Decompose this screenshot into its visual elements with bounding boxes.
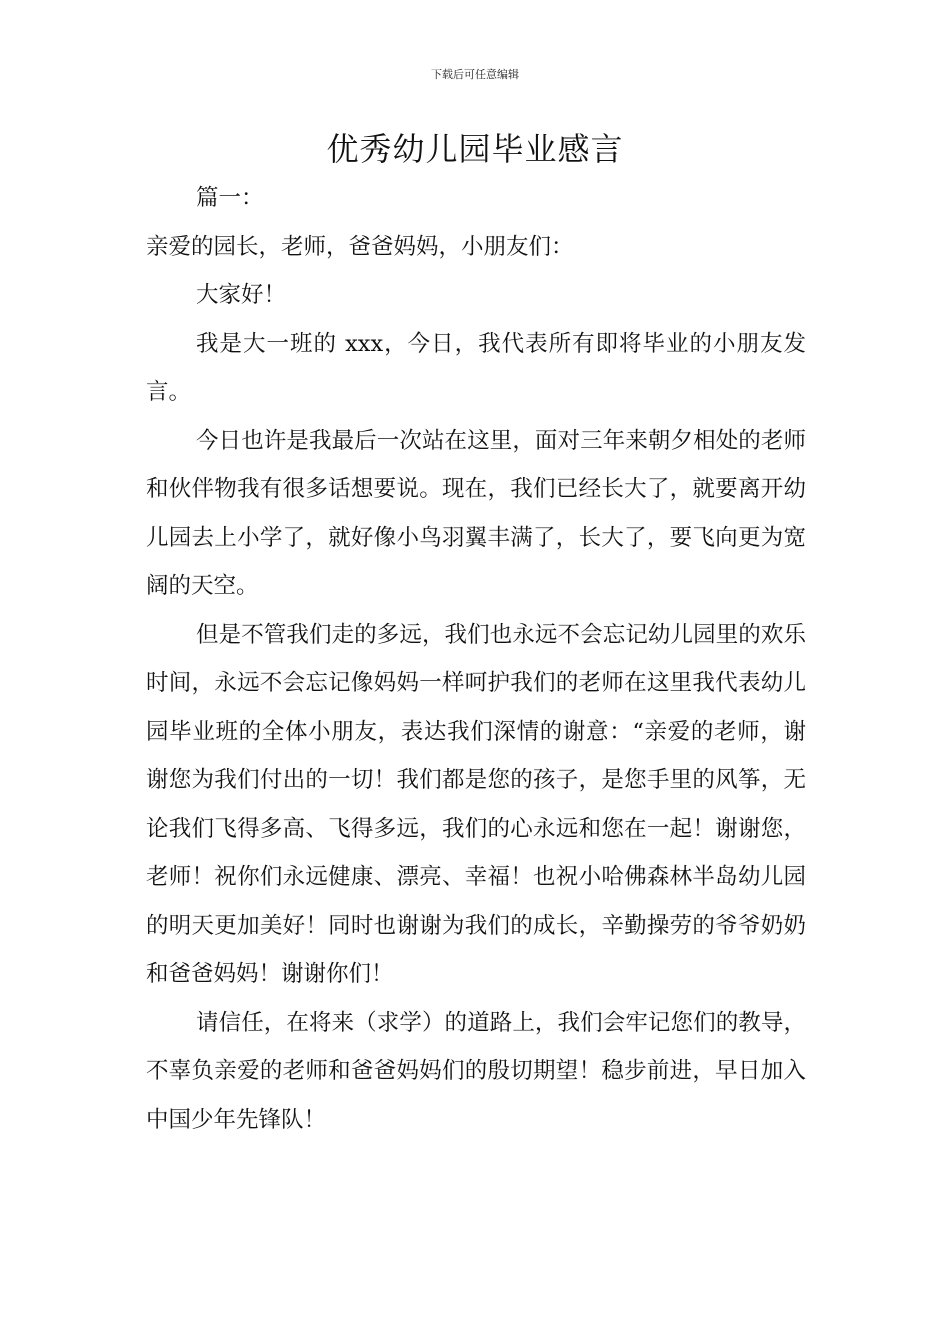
document-title: 优秀幼儿园毕业感言 — [326, 130, 624, 168]
document-body — [146, 174, 806, 1144]
paragraph-thanks: 但是不管我们走的多远，我们也永远不会忘记幼儿园里的欢乐时间，永远不会忘记像妈妈一样呵护我们的老师在这里我代表幼儿园毕业班的全体小朋友，表达我们深情的谢意：“亲爱的老师，谢谢您为我们付出的一切！我们都是您的孩子，是您手里的风筝，无论我们飞得多高、飞得多远，我们的心永远和您在一起！谢谢您，老师！祝你们永远健康、漂亮、幸福！也祝小哈佛森林半岛幼儿园的明天更加美好！同时也谢谢为我们的成长，辛勤操劳的爷爷奶奶和爸爸妈妈！谢谢你们！ — [146, 621, 806, 987]
paragraph-farewell: 今日也许是我最后一次站在这里，面对三年来朝夕相处的老师和伙伴物我有很多话想要说。现在，我们已经长大了，就要离开幼儿园去上小学了，就好像小鸟羽翼丰满了，长大了，要飞向更为宽阔的天空。 — [146, 427, 806, 599]
greeting: 大家好！ — [196, 282, 287, 308]
paragraph-closing: 请信任，在将来（求学）的道路上，我们会牢记您们的教导，不辜负亲爱的老师和爸爸妈妈们的殷切期望！稳步前进，早日加入中国少年先锋队！ — [146, 1009, 806, 1133]
section-label: 篇一： — [196, 185, 264, 211]
paragraph-intro: 我是大一班的 xxx，今日，我代表所有即将毕业的小朋友发言。 — [146, 330, 806, 405]
header-note: 下载后可任意编辑 — [431, 68, 519, 81]
salutation: 亲爱的园长，老师，爸爸妈妈，小朋友们： — [146, 233, 574, 260]
